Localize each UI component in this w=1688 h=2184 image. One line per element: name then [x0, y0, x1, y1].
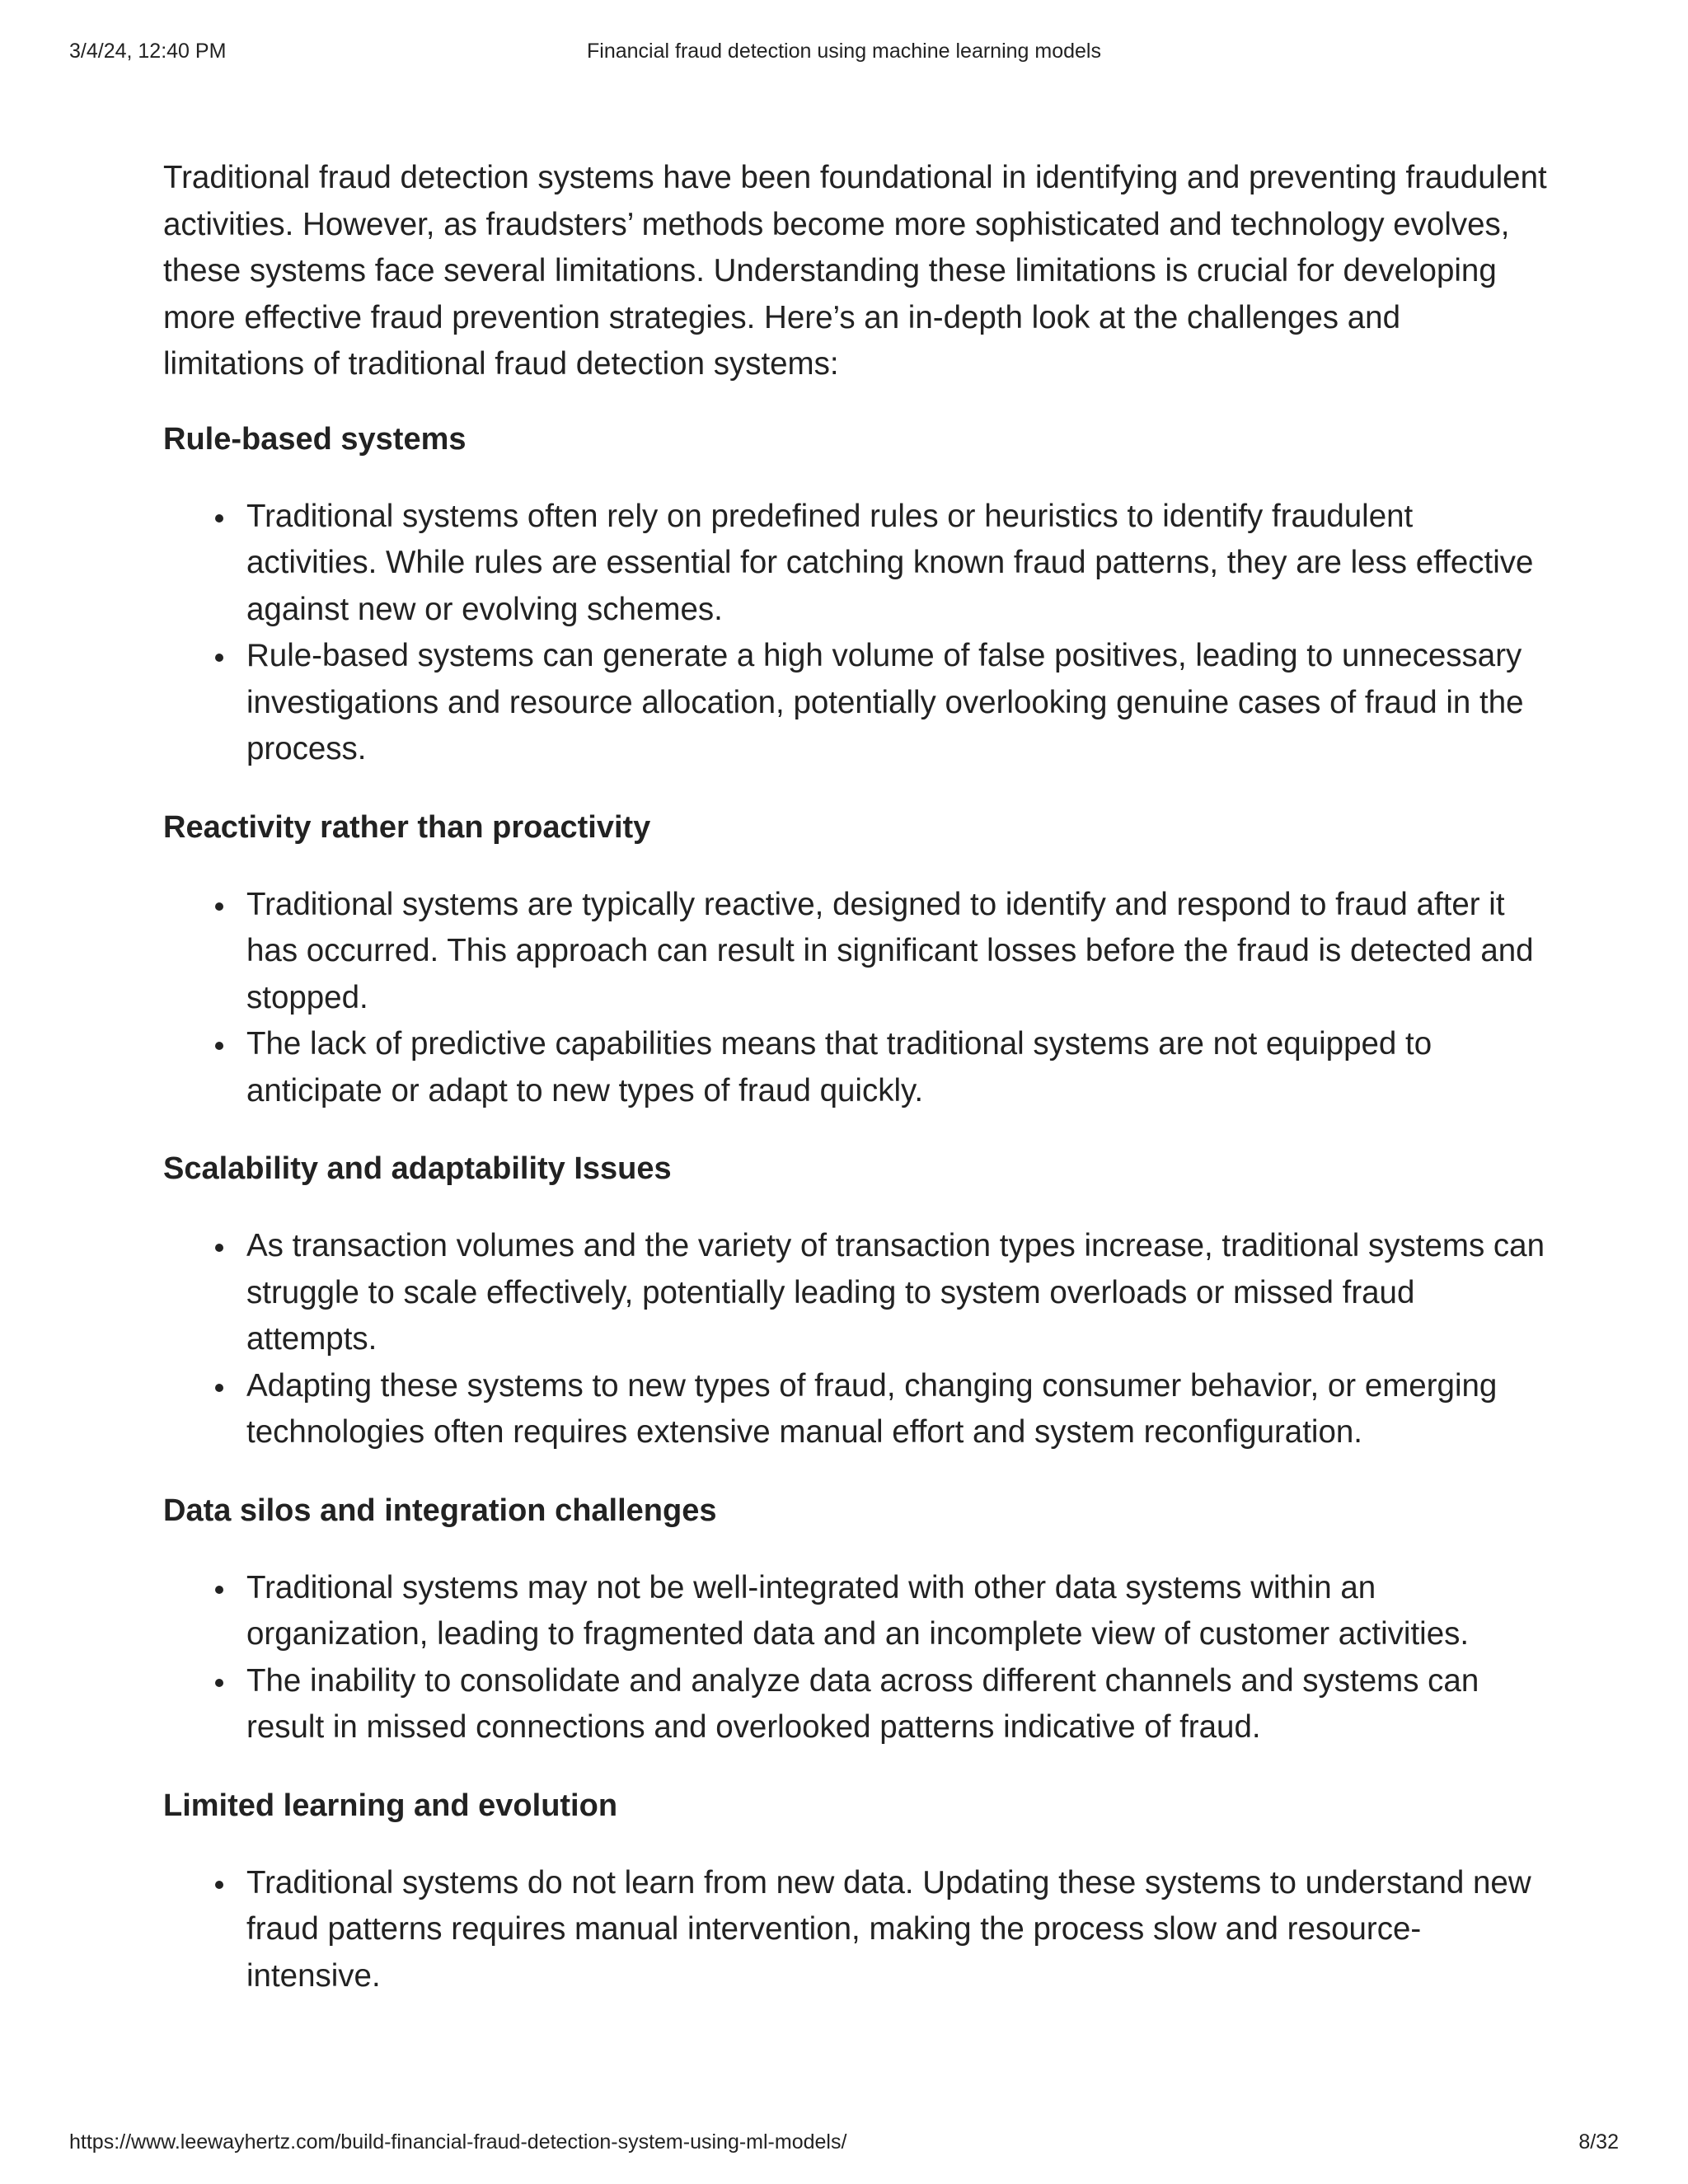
bullet-list [163, 494, 1548, 773]
section-heading: Limited learning and evolution [163, 1788, 618, 1823]
bullet-icon [215, 654, 223, 662]
print-datetime: 3/4/24, 12:40 PM [69, 40, 227, 63]
list-item [246, 1363, 1548, 1456]
bullet-icon [215, 1586, 223, 1594]
print-footer [69, 2130, 1619, 2160]
bullet-icon [215, 1042, 223, 1050]
bullet-list [163, 1223, 1548, 1456]
list-item-text: The lack of predictive capabilities means that traditional systems are not equipped to anticipate or adapt to new types of fraud quickly. [246, 1026, 1432, 1108]
bullet-icon [215, 1244, 223, 1252]
section-rule-based [163, 416, 1548, 773]
bullet-list [163, 1860, 1548, 2000]
bullet-icon [215, 514, 223, 523]
section-heading: Rule-based systems [163, 421, 467, 457]
list-item [246, 1223, 1548, 1363]
section-heading: Scalability and adaptability Issues [163, 1151, 672, 1186]
list-item-text: Traditional systems do not learn from new data. Updating these systems to understand new fraud patterns requires manual intervention, making the process slow and resource-intensive. [246, 1864, 1531, 1994]
list-item-text: As transaction volumes and the variety of transaction types increase, traditional systems can struggle to scale effectively, potentially leading to system overloads or missed fraud attempts. [246, 1228, 1545, 1357]
list-item [246, 882, 1548, 1022]
section-scalability [163, 1146, 1548, 1456]
print-header [69, 40, 1619, 69]
section-reactivity [163, 804, 1548, 1115]
list-item [246, 494, 1548, 634]
page-number: 8/32 [1578, 2130, 1619, 2154]
list-item-text: Traditional systems may not be well-integrated with other data systems within an organization, leading to fragmented data and an incomplete view of customer activities. [246, 1569, 1470, 1652]
bullet-icon [215, 1384, 223, 1392]
list-item [246, 1021, 1548, 1114]
page-url[interactable]: https://www.leewayhertz.com/build-financial-fraud-detection-system-using-ml-models/ [69, 2130, 847, 2154]
article-content [163, 155, 1548, 2031]
list-item-text: Traditional systems are typically reactive, designed to identify and respond to fraud after it has occurred. This approach can result in significant losses before the fraud is detected and stopped. [246, 886, 1534, 1015]
bullet-list [163, 882, 1548, 1115]
page-title: Financial fraud detection using machine learning models [587, 40, 1101, 63]
list-item-text: Adapting these systems to new types of fraud, changing consumer behavior, or emerging technologies often requires extensive manual effort and system reconfiguration. [246, 1367, 1498, 1450]
section-heading: Data silos and integration challenges [163, 1493, 717, 1528]
list-item-text: The inability to consolidate and analyze data across different channels and systems can result in missed connections and overlooked patterns indicative of fraud. [246, 1662, 1479, 1745]
section-heading: Reactivity rather than proactivity [163, 809, 651, 845]
list-item [246, 1860, 1548, 2000]
bullet-list [163, 1565, 1548, 1751]
list-item-text: Rule-based systems can generate a high volume of false positives, leading to unnecessary investigations and resource allocation, potentially overlooking genuine cases of fraud in the process. [246, 638, 1524, 766]
list-item [246, 1565, 1548, 1658]
bullet-icon [215, 1679, 223, 1687]
list-item [246, 1658, 1548, 1751]
intro-paragraph: Traditional fraud detection systems have been foundational in identifying and preventing fraudulent activities. However, as fraudsters’ methods become more sophisticated and technology evolves, these systems face several limitations. Understanding these limitations is crucial for developing more effective fraud prevention strategies. Here’s an in-depth look at the challenges and limitations of traditional fraud detection systems: [163, 160, 1547, 382]
bullet-icon [215, 1881, 223, 1889]
list-item-text: Traditional systems often rely on predefined rules or heuristics to identify fraudulent activities. While rules are essential for catching known fraud patterns, they are less effective against new or evolving schemes. [246, 498, 1534, 627]
section-data-silos [163, 1488, 1548, 1751]
bullet-icon [215, 902, 223, 911]
list-item [246, 633, 1548, 773]
section-limited-learning [163, 1783, 1548, 2000]
